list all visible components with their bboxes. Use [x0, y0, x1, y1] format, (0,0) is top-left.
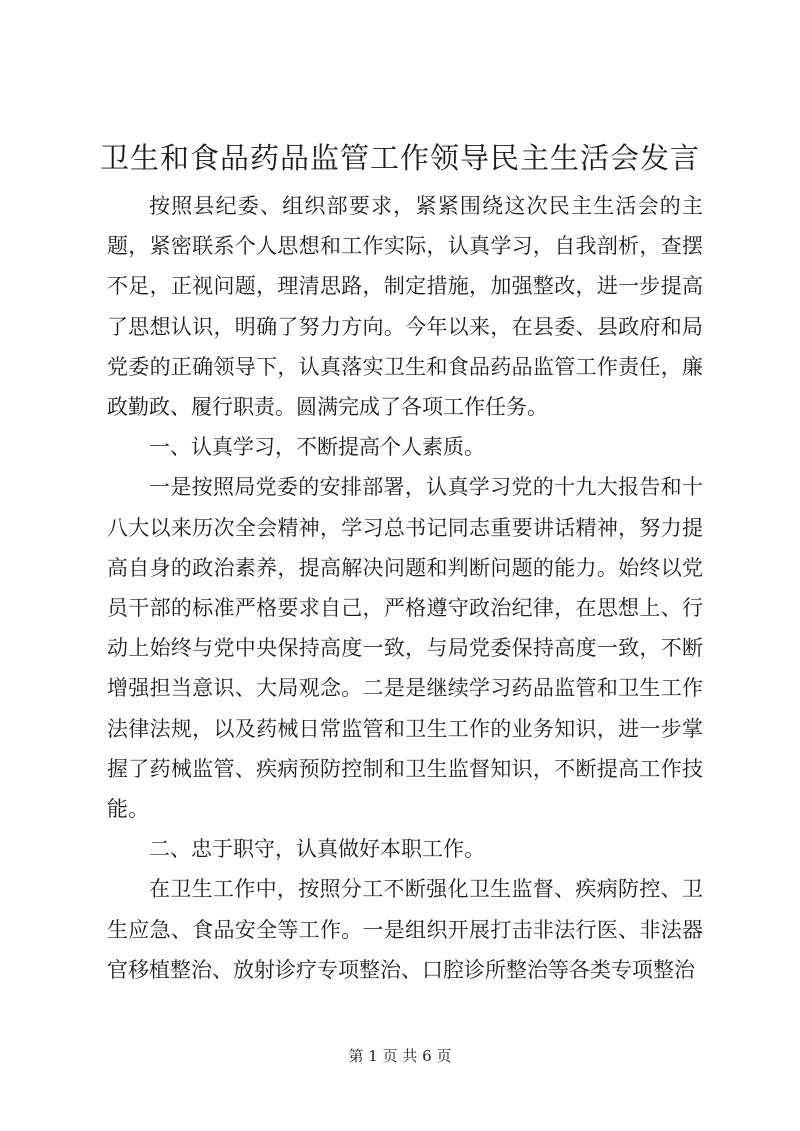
paragraph-intro: 按照县纪委、组织部要求，紧紧围绕这次民主生活会的主题，紧密联系个人思想和工作实际，认真学习，自我剖析，查摆不足，正视问题，理清思路，制定措施，加强整改，进一步提高了思想认识，明确了努力方向。今年以来，在县委、县政府和局党委的正确领导下，认真落实卫生和食品药品监管工作责任，廉政勤政、履行职责。圆满完成了各项工作任务。 — [107, 194, 703, 420]
document-title: 卫生和食品药品监管工作领导民主生活会发言 — [99, 141, 700, 175]
document-body — [107, 186, 703, 990]
page-number-footer: 第 1 页 共 6 页 — [348, 1047, 452, 1065]
section-heading-2: 二、忠于职守，认真做好本职工作。 — [149, 837, 485, 862]
section-heading-1: 一、认真学习，不断提高个人素质。 — [149, 435, 485, 460]
paragraph-study: 一是按照局党委的安排部署，认真学习党的十九大报告和十八大以来历次全会精神，学习总书记同志重要讲话精神，努力提高自身的政治素养，提高解决问题和判断问题的能力。始终以党员干部的标准严格要求自己，严格遵守政治纪律，在思想上、行动上始终与党中央保持高度一致，与局党委保持高度一致，不断增强担当意识、大局观念。二是是继续学习药品监管和卫生工作法律法规，以及药械日常监管和卫生工作的业务知识，进一步掌握了药械监管、疾病预防控制和卫生监督知识，不断提高工作技能。 — [107, 475, 703, 822]
paragraph-health-work: 在卫生工作中，按照分工不断强化卫生监督、疾病防控、卫生应急、食品安全等工作。一是组织开展打击非法行医、非法器官移植整治、放射诊疗专项整治、口腔诊所整治等各类专项整治 — [107, 877, 703, 982]
